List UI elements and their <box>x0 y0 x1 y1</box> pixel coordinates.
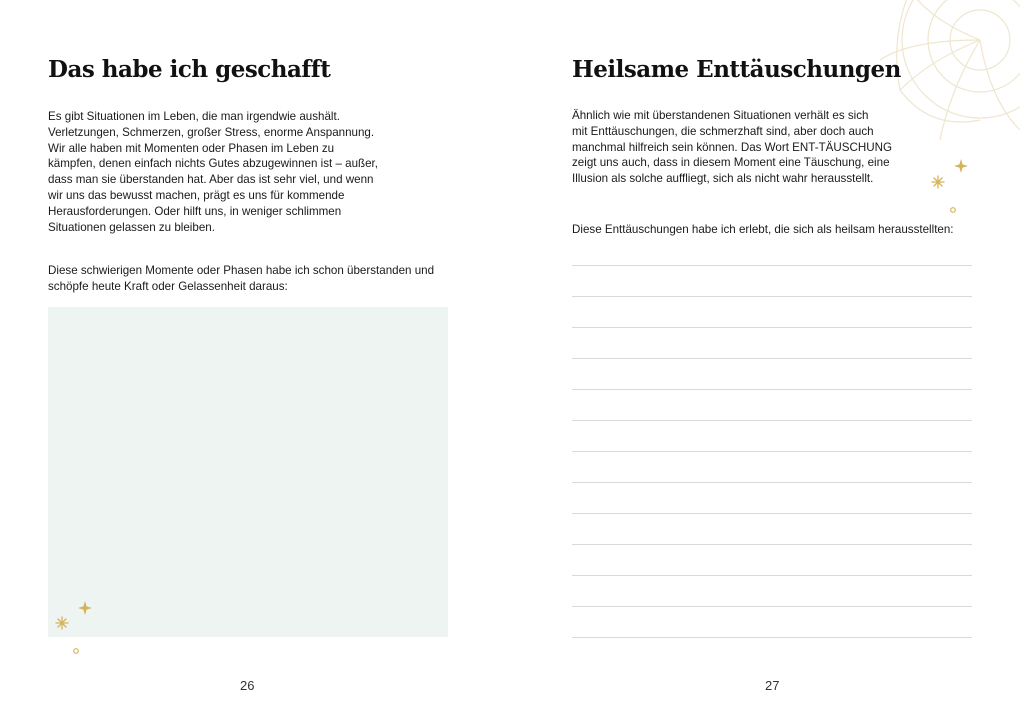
left-prompt-line: Diese schwierigen Momente oder Phasen habe ich schon überstanden und <box>48 264 435 277</box>
writing-line[interactable] <box>572 637 972 638</box>
four-point-star-icon <box>954 159 968 173</box>
writing-line[interactable] <box>572 420 972 421</box>
right-prompt <box>572 222 992 238</box>
sparkle-cluster-icon <box>928 156 972 218</box>
writing-box[interactable] <box>48 307 448 637</box>
writing-line[interactable] <box>572 513 972 514</box>
small-ring-icon <box>74 649 79 654</box>
writing-line[interactable] <box>572 327 972 328</box>
small-ring-icon <box>951 208 956 213</box>
right-intro-paragraph <box>572 108 952 187</box>
page-number-right: 27 <box>765 678 780 693</box>
writing-line[interactable] <box>572 482 972 483</box>
writing-line[interactable] <box>572 358 972 359</box>
left-intro-paragraph <box>48 109 428 235</box>
right-intro-line: zeigt uns auch, dass in diesem Moment eine Täuschung, eine <box>572 156 890 170</box>
right-prompt-line: Diese Enttäuschungen habe ich erlebt, die sich als heilsam herausstellten: <box>572 223 954 236</box>
writing-line[interactable] <box>572 265 972 266</box>
four-point-star-icon <box>78 601 92 615</box>
left-intro-line: Herausforderungen. Oder hilft uns, in weniger schlimmen <box>48 204 342 218</box>
writing-line[interactable] <box>572 389 972 390</box>
right-page <box>510 0 1020 724</box>
writing-line[interactable] <box>572 544 972 545</box>
sparkle-cluster-icon <box>52 598 98 660</box>
asterisk-star-icon <box>56 617 68 629</box>
page-number-left: 26 <box>240 678 255 693</box>
left-intro-line: kämpfen, denen einfach nichts Gutes abzugewinnen ist – außer, <box>48 157 378 171</box>
right-intro-line: mit Enttäuschungen, die schmerzhaft sind, aber doch auch <box>572 124 874 138</box>
right-page-title: Heilsame Enttäuschungen <box>572 56 901 83</box>
left-intro-line: Verletzungen, Schmerzen, großer Stress, enorme Anspannung. <box>48 125 375 139</box>
right-intro-line: Illusion als solche auffliegt, sich als nicht wahr herausstellt. <box>572 172 874 186</box>
writing-line[interactable] <box>572 575 972 576</box>
left-intro-line: Es gibt Situationen im Leben, die man irgendwie aushält. <box>48 110 340 123</box>
writing-line[interactable] <box>572 451 972 452</box>
writing-line[interactable] <box>572 606 972 607</box>
left-prompt-line: schöpfe heute Kraft oder Gelassenheit daraus: <box>48 279 288 293</box>
asterisk-star-icon <box>932 176 944 188</box>
left-intro-line: dass man sie überstanden hat. Aber das ist sehr viel, und wenn <box>48 173 374 187</box>
writing-line[interactable] <box>572 296 972 297</box>
right-intro-line: manchmal hilfreich sein können. Das Wort ENT-TÄUSCHUNG <box>572 140 892 154</box>
left-page-title: Das habe ich geschafft <box>48 56 331 83</box>
left-intro-line: wir uns das bewusst machen, prägt es uns für kommende <box>48 188 345 202</box>
right-intro-line: Ähnlich wie mit überstandenen Situationen verhält es sich <box>572 109 869 122</box>
left-intro-line: Situationen gelassen zu bleiben. <box>48 220 215 234</box>
left-prompt-paragraph <box>48 263 448 295</box>
left-intro-line: Wir alle haben mit Momenten oder Phasen im Leben zu <box>48 141 335 155</box>
